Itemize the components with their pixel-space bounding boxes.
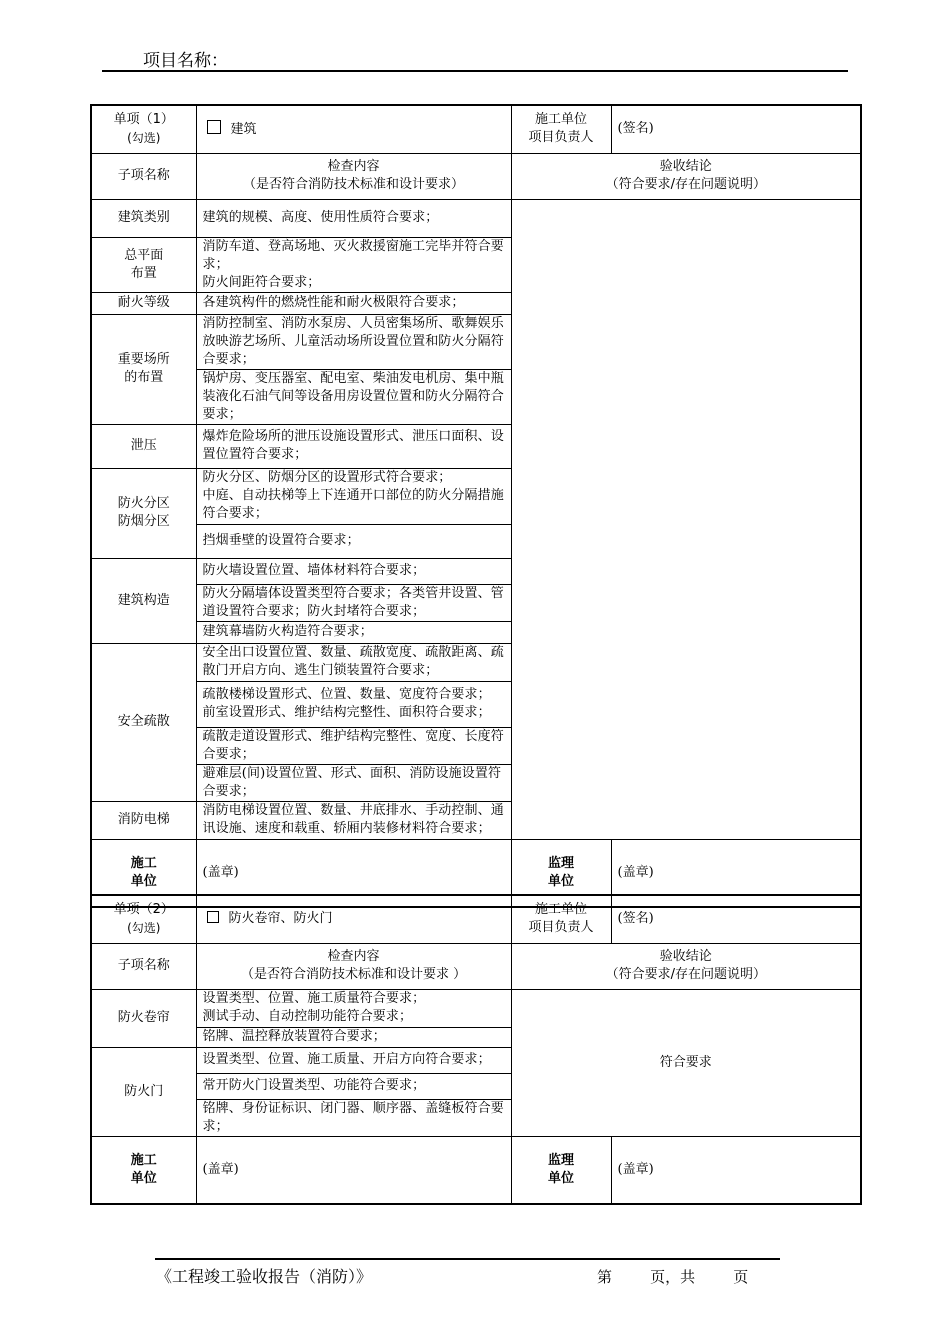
check-content: 各建筑构件的燃烧性能和耐火极限符合要求； — [196, 292, 511, 314]
result-cell[interactable]: 符合要求 — [511, 989, 861, 1136]
header-divider — [102, 70, 848, 72]
check-content: 铭牌、温控释放装置符合要求； — [196, 1027, 511, 1047]
check-content: 防火分隔墙体设置类型符合要求；各类管井设置、管道设置符合要求；防火封堵符合要求； — [196, 584, 511, 621]
check-content: 爆炸危险场所的泄压设施设置形式、泄压口面积、设置位置符合要求； — [196, 424, 511, 468]
check-content: 疏散楼梯设置形式、位置、数量、宽度符合要求； 前室设置形式、维护结构完整性、面积符合要求； — [196, 681, 511, 727]
subitem-name: 防火分区 防烟分区 — [91, 468, 196, 558]
project-name-label: 项目名称： — [143, 51, 228, 71]
check-content: 设置类型、位置、施工质量符合要求； 测试手动、自动控制功能符合要求； — [196, 989, 511, 1027]
col-header-check — [196, 943, 511, 989]
result-cell[interactable] — [511, 199, 861, 839]
col-header-result-title: 验收结论 — [659, 949, 712, 964]
item-hint: (勾选) — [127, 131, 161, 146]
subitem-name: 泄压 — [91, 424, 196, 468]
checkbox-label: 建筑 — [230, 121, 257, 137]
manager-label-cell — [511, 895, 611, 943]
check-content: 安全出口设置位置、数量、疏散宽度、疏散距离、疏散门开启方向、逃生门锁装置符合要求； — [196, 643, 511, 681]
checkbox-icon[interactable] — [207, 120, 221, 134]
checkbox-label: 防火卷帘、防火门 — [228, 911, 333, 927]
check-content: 锅炉房、变压器室、配电室、柴油发电机房、集中瓶装液化石油气间等设备用房设置位置和防火分隔符合要求； — [196, 369, 511, 424]
subitem-name: 防火卷帘 — [91, 989, 196, 1047]
col-header-subitem: 子项名称 — [91, 153, 196, 199]
check-content: 防火墙设置位置、墙体材料符合要求； — [196, 558, 511, 584]
supervision-unit-stamp[interactable]: (盖章) — [611, 839, 861, 907]
col-header-result — [511, 153, 861, 199]
item-checkbox-cell[interactable] — [196, 105, 511, 153]
subitem-name: 重要场所 的布置 — [91, 314, 196, 424]
col-header-check-subtitle: （是否符合消防技术标准和设计要求） — [243, 177, 465, 192]
manager-label-line1: 施工单位 — [535, 112, 588, 128]
construction-unit-stamp[interactable]: (盖章) — [196, 839, 511, 907]
col-header-check-subtitle: （是否符合消防技术标准和设计要求 ） — [240, 967, 467, 982]
manager-label-line2: 项目负责人 — [528, 130, 594, 146]
check-content: 设置类型、位置、施工质量、开启方向符合要求； — [196, 1047, 511, 1073]
item-label-cell — [91, 105, 196, 153]
col-header-subitem: 子项名称 — [91, 943, 196, 989]
col-header-result-subtitle: （符合要求/存在问题说明） — [605, 177, 766, 192]
item-label: 单项（1） — [113, 112, 174, 128]
supervision-unit-label: 监理 单位 — [511, 1136, 611, 1204]
inspection-table-1 — [90, 104, 862, 908]
sign-field[interactable]: (签名) — [611, 105, 861, 153]
check-content: 消防控制室、消防水泵房、人员密集场所、歌舞娱乐放映游艺场所、儿童活动场所设置位置和防火分隔符合要求； — [196, 314, 511, 369]
footer-divider — [155, 1258, 780, 1260]
report-title: 《工程竣工验收报告（消防）》 — [156, 1267, 373, 1286]
subitem-name: 消防电梯 — [91, 801, 196, 839]
supervision-unit-stamp[interactable]: (盖章) — [611, 1136, 861, 1204]
check-content: 避难层(间)设置位置、形式、面积、消防设施设置符合要求； — [196, 764, 511, 801]
manager-label-line2: 项目负责人 — [528, 920, 594, 936]
col-header-check-title: 检查内容 — [327, 159, 380, 174]
subitem-name: 总平面 布置 — [91, 237, 196, 292]
check-content: 消防电梯设置位置、数量、井底排水、手动控制、通讯设施、速度和载重、轿厢内装修材料符合要求； — [196, 801, 511, 839]
col-header-result-title: 验收结论 — [659, 159, 712, 174]
col-header-check-title: 检查内容 — [327, 949, 380, 964]
subitem-name: 建筑类别 — [91, 199, 196, 237]
supervision-unit-label: 监理 单位 — [511, 839, 611, 907]
check-content: 建筑的规模、高度、使用性质符合要求； — [196, 199, 511, 237]
item-checkbox-cell[interactable] — [196, 895, 511, 943]
col-header-result — [511, 943, 861, 989]
subitem-name: 安全疏散 — [91, 643, 196, 801]
col-header-check — [196, 153, 511, 199]
check-content: 建筑幕墙防火构造符合要求； — [196, 621, 511, 643]
construction-unit-stamp[interactable]: (盖章) — [196, 1136, 511, 1204]
check-content: 铭牌、身份证标识、闭门器、顺序器、盖缝板符合要求； — [196, 1099, 511, 1136]
check-content: 疏散走道设置形式、维护结构完整性、宽度、长度符合要求； — [196, 727, 511, 764]
table-row — [91, 989, 861, 1027]
check-content: 消防车道、登高场地、灭火救援窗施工完毕并符合要求； 防火间距符合要求； — [196, 237, 511, 292]
item-hint: (勾选) — [127, 921, 161, 936]
construction-unit-label: 施工 单位 — [91, 839, 196, 907]
table-row — [91, 199, 861, 237]
item-label-cell — [91, 895, 196, 943]
sign-field[interactable]: (签名) — [611, 895, 861, 943]
check-content: 防火分区、防烟分区的设置形式符合要求； 中庭、自动扶梯等上下连通开口部位的防火分隔措施符合要求； — [196, 468, 511, 524]
checkbox-icon[interactable] — [207, 911, 219, 923]
item-label: 单项（2） — [113, 902, 174, 918]
page-indicator: 第 页，共 页 — [597, 1268, 749, 1286]
col-header-result-subtitle: （符合要求/存在问题说明） — [605, 967, 766, 982]
subitem-name: 建筑构造 — [91, 558, 196, 643]
construction-unit-label: 施工 单位 — [91, 1136, 196, 1204]
stamp-row — [91, 1136, 861, 1204]
inspection-table-2 — [90, 894, 862, 1205]
subitem-name: 防火门 — [91, 1047, 196, 1136]
check-content: 挡烟垂壁的设置符合要求； — [196, 524, 511, 558]
subitem-name: 耐火等级 — [91, 292, 196, 314]
manager-label-cell — [511, 105, 611, 153]
manager-label-line1: 施工单位 — [535, 902, 588, 918]
check-content: 常开防火门设置类型、功能符合要求； — [196, 1073, 511, 1099]
